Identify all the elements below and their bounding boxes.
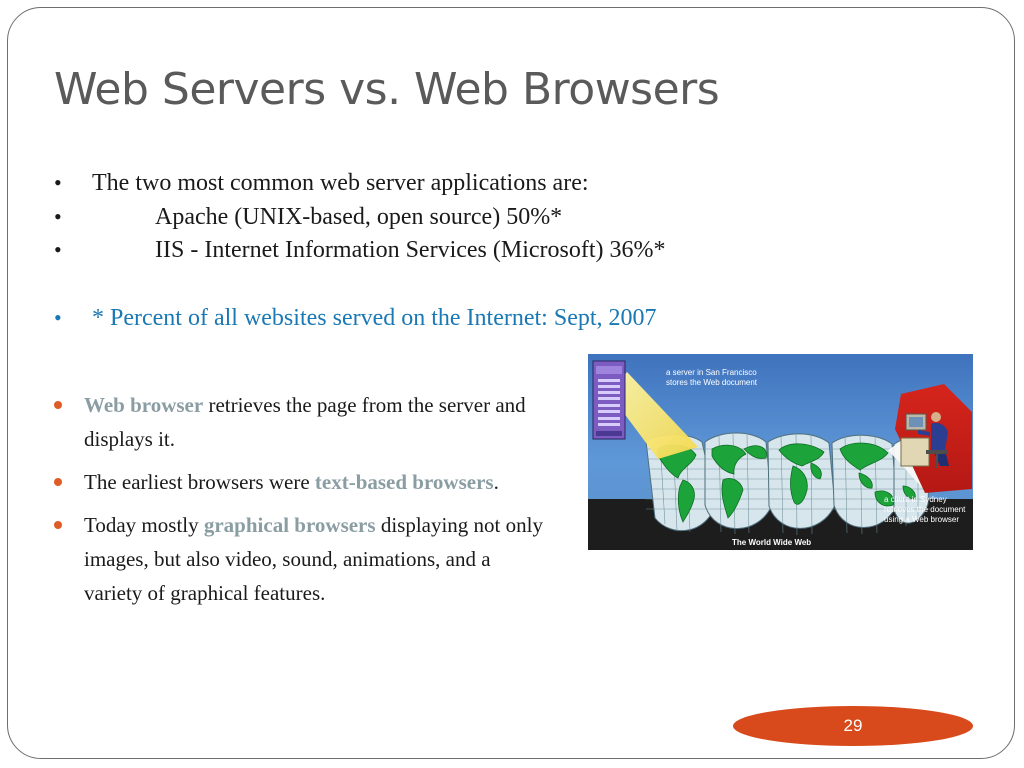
footnote-text: * Percent of all websites served on the Internet: Sept, 2007 bbox=[92, 305, 657, 331]
web-diagram bbox=[588, 354, 973, 550]
client-label-line-3: using a Web browser bbox=[884, 515, 959, 524]
bullet-highlight: text-based browsers bbox=[314, 470, 494, 494]
bullet-highlight: graphical browsers bbox=[203, 513, 376, 537]
top-bullet-text-3: IIS - Internet Information Services (Microsoft) 36%* bbox=[155, 237, 666, 263]
slide-title: Web Servers vs. Web Browsers bbox=[54, 64, 720, 115]
bullet-tail: retrieves the page from the server and displays it. bbox=[84, 393, 526, 451]
bullet-dot bbox=[54, 401, 62, 409]
user-head bbox=[931, 412, 941, 422]
bullet-dot bbox=[54, 521, 62, 529]
figure-caption: The World Wide Web bbox=[732, 538, 812, 547]
bullet-list bbox=[52, 388, 552, 619]
list-item bbox=[52, 508, 552, 610]
world-wide-web-illustration bbox=[588, 354, 973, 550]
computer-screen bbox=[909, 417, 923, 427]
bullet-dot: • bbox=[54, 170, 62, 195]
server-label-line-1: a server in San Francisco bbox=[666, 368, 757, 377]
bullet-lead: Today mostly bbox=[84, 513, 204, 537]
bullet-lead: The earliest browsers were bbox=[84, 470, 315, 494]
client-label-line-2: retrieves the document bbox=[884, 505, 966, 514]
bullet-dot bbox=[54, 478, 62, 486]
server-label-line-2: stores the Web document bbox=[666, 378, 758, 387]
chair-seat bbox=[926, 450, 948, 454]
list-item bbox=[52, 465, 552, 499]
page-number-badge: 29 bbox=[733, 706, 973, 746]
bullet-dot: • bbox=[54, 305, 62, 330]
top-bullet-text-2: Apache (UNIX-based, open source) 50%* bbox=[155, 204, 563, 230]
bullet-tail: . bbox=[493, 470, 499, 494]
bullet-highlight: Web browser bbox=[84, 393, 204, 417]
bullet-dot: • bbox=[54, 237, 62, 262]
top-bullet-text-1: The two most common web server applications are: bbox=[92, 170, 589, 196]
client-label-line-1: a client in Sydney bbox=[884, 495, 947, 504]
bullet-dot: • bbox=[54, 204, 62, 229]
bullet-tail: displaying not only images, but also video, sound, animations, and a variety of graphical features. bbox=[84, 513, 543, 605]
server-tower-icon bbox=[593, 361, 625, 439]
list-item bbox=[52, 388, 552, 456]
desk bbox=[901, 438, 929, 466]
